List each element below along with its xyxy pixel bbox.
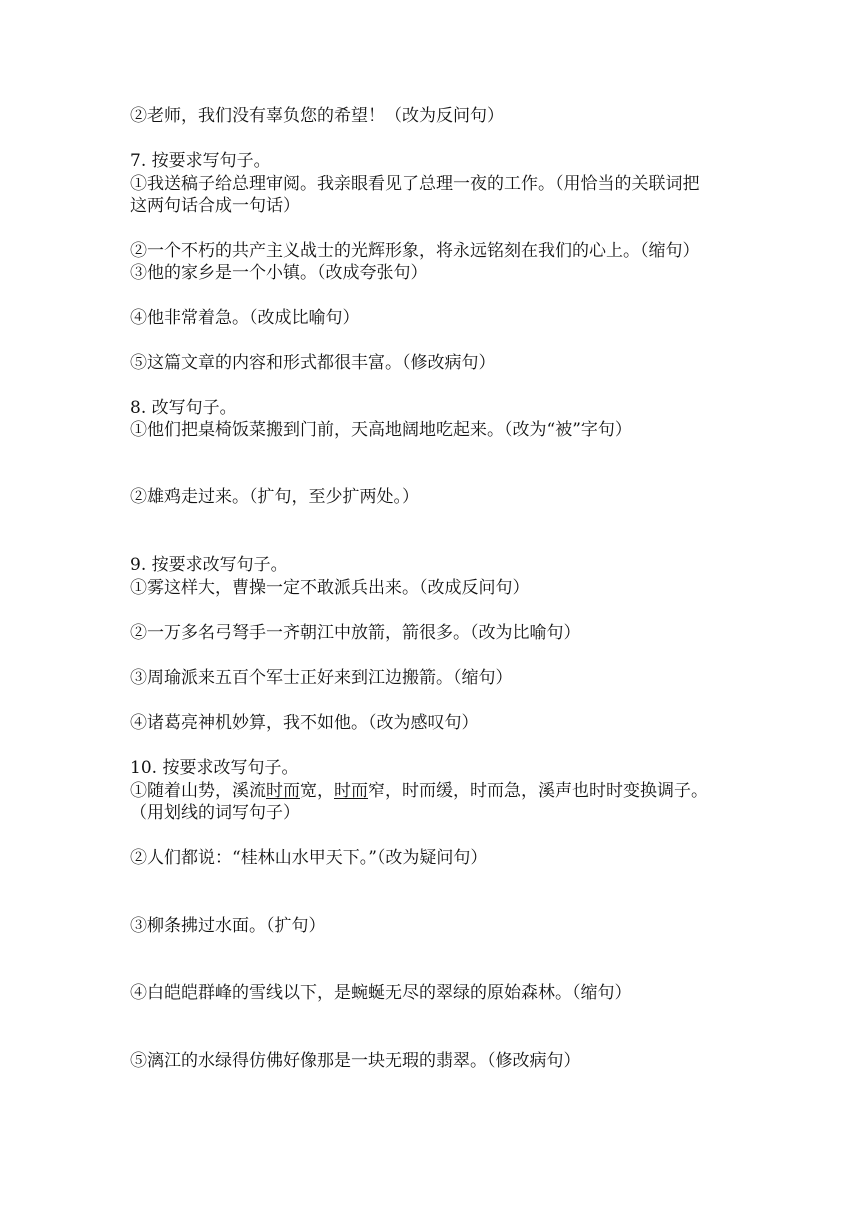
question-8-heading: 8. 改写句子。 xyxy=(130,398,237,418)
item-text-line-2: 这两句话合成一句话） xyxy=(130,196,300,216)
question-8-item-2 xyxy=(130,486,419,508)
question-9-item-1 xyxy=(130,577,530,599)
question-10-item-2 xyxy=(130,847,487,869)
question-7-item-1 xyxy=(130,173,700,217)
item-text: ②一万多名弓弩手一齐朝江中放箭，箭很多。（改为比喻句） xyxy=(130,623,581,643)
item-text: ④白皑皑群峰的雪线以下，是蜿蜒无尽的翠绿的原始森林。（缩句） xyxy=(130,983,632,1003)
item-text: ①雾这样大，曹操一定不敢派兵出来。（改成反问句） xyxy=(130,578,530,598)
item-text: ①他们把桌椅饭菜搬到门前，天高地阔地吃起来。（改为“被”字句） xyxy=(130,420,632,440)
question-10-item-4 xyxy=(130,982,632,1004)
underlined-word: 时而 xyxy=(334,781,368,801)
item-text: ④诸葛亮神机妙算，我不如他。（改为感叹句） xyxy=(130,713,479,733)
item-text-line-1: ①随着山势，溪流时而宽，时而窄，时而缓，时而急，溪声也时时变换调子。 xyxy=(130,781,708,801)
question-7-item-5 xyxy=(130,352,496,374)
item-text: ⑤漓江的水绿得仿佛好像那是一块无瑕的翡翠。（修改病句） xyxy=(130,1051,581,1071)
question-7-item-3 xyxy=(130,262,428,284)
item-text: ③周瑜派来五百个军士正好来到江边搬箭。（缩句） xyxy=(130,668,513,688)
item-text: ④他非常着急。（改成比喻句） xyxy=(130,308,360,328)
item-text: ⑤这篇文章的内容和形式都很丰富。（修改病句） xyxy=(130,353,496,373)
question-9-heading: 9. 按要求改写句子。 xyxy=(130,555,288,575)
question-10-item-3 xyxy=(130,915,326,937)
item-text: ③柳条拂过水面。（扩句） xyxy=(130,916,326,936)
question-10-item-5 xyxy=(130,1050,581,1072)
continued-item-2 xyxy=(130,105,504,127)
item-text-line-1: ①我送稿子给总理审阅。我亲眼看见了总理一夜的工作。（用恰当的关联词把 xyxy=(130,174,700,194)
question-7-heading: 7. 按要求写句子。 xyxy=(130,151,271,171)
underlined-word: 时而 xyxy=(266,781,300,801)
item-text: ③他的家乡是一个小镇。（改成夸张句） xyxy=(130,263,428,283)
item-text: ②雄鸡走过来。（扩句，至少扩两处。） xyxy=(130,487,419,507)
question-9-item-2 xyxy=(130,622,581,644)
question-7-item-2 xyxy=(130,240,700,262)
item-text: ②人们都说：“桂林山水甲天下。”（改为疑问句） xyxy=(130,848,488,868)
question-10-item-1 xyxy=(130,780,708,824)
item-text: ②一个不朽的共产主义战士的光辉形象，将永远铭刻在我们的心上。（缩句） xyxy=(130,241,700,261)
question-7-item-4 xyxy=(130,307,360,329)
item-text-line-2: （用划线的词写句子） xyxy=(130,803,300,823)
question-9-item-3 xyxy=(130,667,513,689)
question-9-item-4 xyxy=(130,712,479,734)
question-10-heading: 10. 按要求改写句子。 xyxy=(130,758,299,778)
question-8-item-1 xyxy=(130,419,632,441)
item-text: ②老师，我们没有辜负您的希望！（改为反问句） xyxy=(130,106,504,126)
